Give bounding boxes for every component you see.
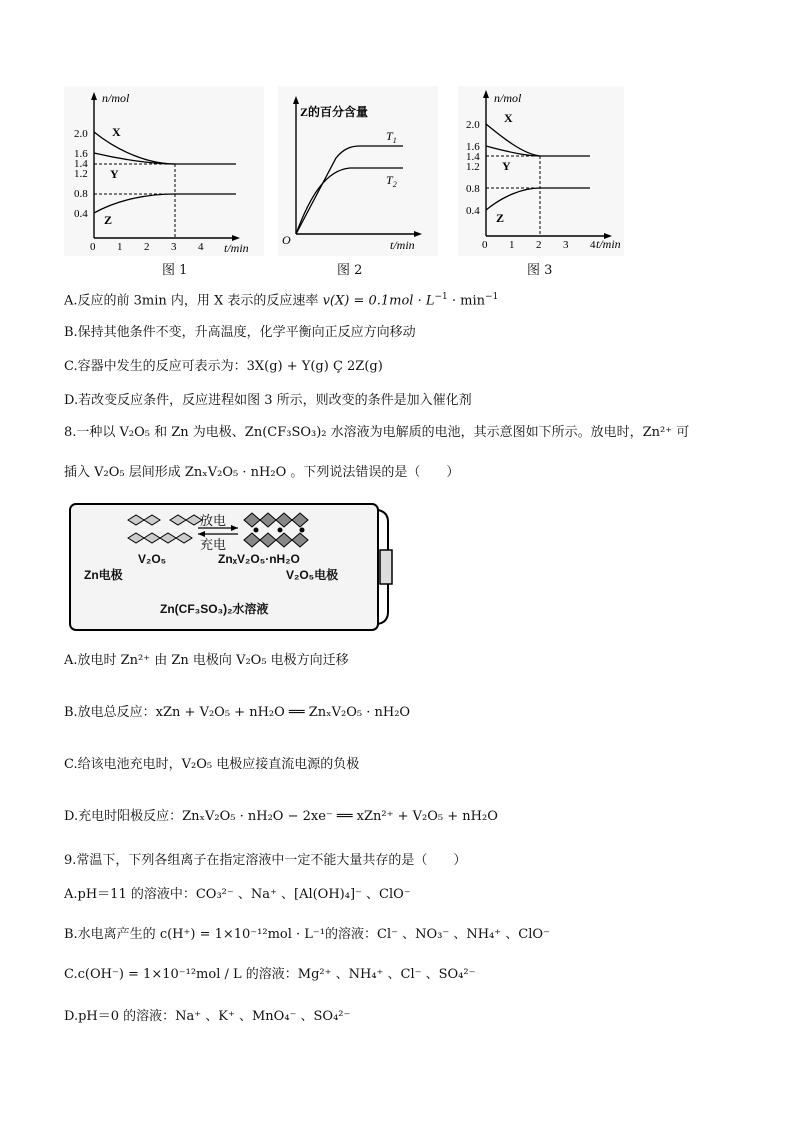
q8-option-a: A.放电时 Zn²⁺ 由 Zn 电极向 V₂O₅ 电极方向迁移 <box>64 653 349 668</box>
figure-3 <box>458 86 624 256</box>
y-tick: 0.8 <box>466 183 480 195</box>
y-tick: 1.6 <box>466 141 480 153</box>
x-axis-label: t/min <box>224 241 249 255</box>
y-tick: 1.4 <box>74 158 88 170</box>
y-tick: 0.4 <box>466 205 480 217</box>
discharge-label: 放电 <box>200 514 227 529</box>
v2o5-label: V₂O₅ <box>138 552 167 566</box>
q7-option-c: C.容器中发生的反应可表示为：3X(g) + Y(g) Ç 2Z(g) <box>64 359 383 374</box>
v2o5-electrode-label: V₂O₅电极 <box>286 568 339 582</box>
x-tick: 2 <box>144 241 150 253</box>
t1-label: $T_1$ <box>386 129 397 145</box>
y-tick: 1.2 <box>74 168 88 180</box>
x-tick: 4 <box>590 239 596 251</box>
y-tick: 1.4 <box>466 151 480 163</box>
zn-electrode-label: Zn电极 <box>84 568 123 582</box>
y-axis-label: Z的百分含量 <box>300 105 369 119</box>
q7-option-b: B.保持其他条件不变，升高温度，化学平衡向正反应方向移动 <box>64 325 416 340</box>
x-tick: 2 <box>536 239 542 251</box>
y-tick: 0.4 <box>74 208 88 220</box>
t2-label: $T_2$ <box>386 173 397 189</box>
y-tick: 2.0 <box>74 128 88 140</box>
znxv2o5-label: ZnₓV₂O₅·nH₂O <box>218 552 300 566</box>
q8-option-d: D.充电时阳极反应：ZnₓV₂O₅ · nH₂O − 2xe⁻ ══ xZn²⁺ + V₂O₅ + nH₂O <box>64 809 498 824</box>
series-label-x: X <box>112 125 121 139</box>
series-label-x: X <box>504 111 513 125</box>
series-label-z: Z <box>104 213 113 227</box>
q8-stem-line1: 8.一种以 V₂O₅ 和 Zn 为电极、Zn(CF₃SO₃)₂ 水溶液为电解质的电池，其示意图如下所示。放电时，Zn²⁺ 可 <box>64 425 690 440</box>
battery-diagram <box>66 500 402 634</box>
x-tick: 0 <box>482 239 488 251</box>
figure-2 <box>278 86 438 256</box>
y-tick: 2.0 <box>466 119 480 131</box>
q8-option-c: C.给该电池充电时，V₂O₅ 电极应接直流电源的负极 <box>64 757 360 772</box>
series-label-y: Y <box>502 159 511 173</box>
x-tick: 1 <box>117 241 123 253</box>
q7-option-d: D.若改变反应条件，反应进程如图 3 所示，则改变的条件是加入催化剂 <box>64 393 472 408</box>
q9-stem: 9.常温下，下列各组离子在指定溶液中一定不能大量共存的是（ ） <box>64 853 467 868</box>
x-tick: 0 <box>90 241 96 253</box>
figure-1-caption: 图 1 <box>162 263 188 278</box>
q7-option-a: A.反应的前 3min 内，用 X 表示的反应速率 $v(X) = 0.1mol \cdot L^{-1} \cdot \min^{-1}$ <box>64 292 499 309</box>
q9-option-a: A.pH＝11 的溶液中：CO₃²⁻ 、Na⁺ 、[Al(OH)₄]⁻ 、ClO⁻ <box>64 887 411 902</box>
x-tick: 4 <box>198 241 204 253</box>
charge-label: 充电 <box>200 538 227 553</box>
y-tick: 1.6 <box>74 148 88 160</box>
y-axis-label: n/mol <box>494 91 522 105</box>
x-axis-label: t/min <box>390 238 415 252</box>
x-axis-label: t/min <box>596 237 621 251</box>
series-label-y: Y <box>110 167 119 181</box>
y-tick: 0.8 <box>74 188 88 200</box>
y-tick: 1.2 <box>466 161 480 173</box>
electrolyte-label: Zn(CF₃SO₃)₂水溶液 <box>160 602 269 616</box>
series-label-z: Z <box>496 211 505 225</box>
q9-option-c: C.c(OH⁻) = 1×10⁻¹²mol / L 的溶液：Mg²⁺ 、NH₄⁺ 、Cl⁻ 、SO₄²⁻ <box>64 967 476 982</box>
origin-label: O <box>282 233 291 247</box>
x-tick: 3 <box>563 239 569 251</box>
q9-option-d: D.pH＝0 的溶液：Na⁺ 、K⁺ 、MnO₄⁻ 、SO₄²⁻ <box>64 1009 351 1024</box>
y-axis-label: n/mol <box>102 91 130 105</box>
q8-option-b: B.放电总反应：xZn + V₂O₅ + nH₂O ══ ZnₓV₂O₅ · nH₂O <box>64 705 411 720</box>
q8-stem-line2: 插入 V₂O₅ 层间形成 ZnₓV₂O₅ · nH₂O 。下列说法错误的是（ ） <box>64 465 460 480</box>
figure-2-caption: 图 2 <box>337 263 363 278</box>
figure-3-caption: 图 3 <box>527 263 553 278</box>
x-tick: 1 <box>509 239 515 251</box>
figure-1 <box>64 86 264 256</box>
q9-option-b: B.水电离产生的 c(H⁺) = 1×10⁻¹²mol · L⁻¹的溶液：Cl⁻ 、NO₃⁻ 、NH₄⁺ 、ClO⁻ <box>64 927 550 942</box>
figure-strip <box>64 86 624 276</box>
x-tick: 3 <box>171 241 177 253</box>
